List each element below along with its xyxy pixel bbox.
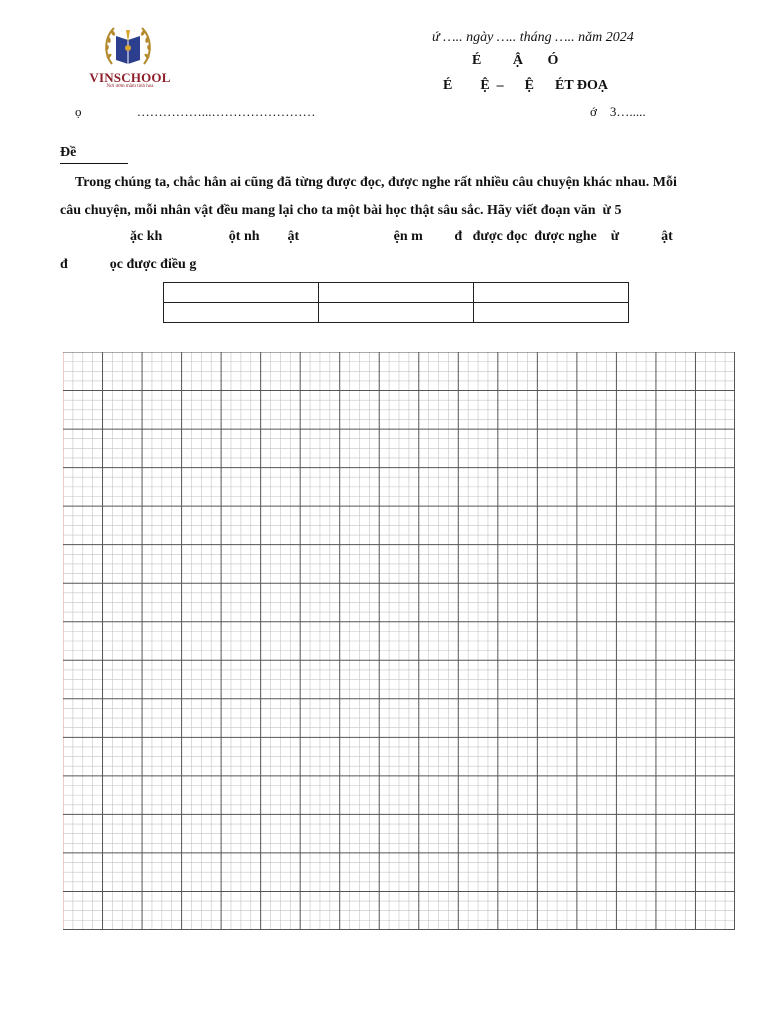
school-logo (80, 20, 180, 100)
prompt-line-4: đ ọc được điều g (60, 257, 197, 272)
score-table (163, 282, 629, 323)
prompt-heading: Đề (60, 145, 77, 160)
class-field[interactable]: ớ 3…..... (590, 104, 646, 119)
prompt-line-2: câu chuyện, mỗi nhân vật đều mang lại cho ta một bài học thật sâu sắc. Hãy viết đoạn văn ừ 5 (60, 203, 622, 218)
score-cell[interactable] (319, 303, 474, 323)
prompt-line-1: Trong chúng ta, chắc hẳn ai cũng đã từng được đọc, được nghe rất nhiều câu chuyện khác nhau. Mỗi (75, 175, 677, 190)
laurel-book-icon (102, 20, 154, 72)
heading-underline (60, 163, 128, 164)
score-cell[interactable] (164, 283, 319, 303)
logo-slogan: Nơi ươm mầm tinh hoa (106, 84, 154, 89)
exam-title-line-1: É Ậ Ó (472, 53, 559, 68)
exam-title-line-2: É Ệ – Ệ ÉT ĐOẠ (443, 78, 609, 93)
prompt-line-3: ặc kh ột nh ật ện m đ được đọc được nghe ừ ật (60, 229, 673, 244)
score-cell[interactable] (474, 283, 629, 303)
student-name-field[interactable]: ọ ……………...…………………… (75, 104, 316, 119)
score-cell[interactable] (319, 283, 474, 303)
date-line: ứ ….. ngày ….. tháng ….. năm 2024 (432, 30, 634, 45)
score-cell[interactable] (164, 303, 319, 323)
writing-grid[interactable] (63, 352, 735, 930)
score-cell[interactable] (474, 303, 629, 323)
logo-brand: VINSCHOOL (89, 70, 171, 85)
